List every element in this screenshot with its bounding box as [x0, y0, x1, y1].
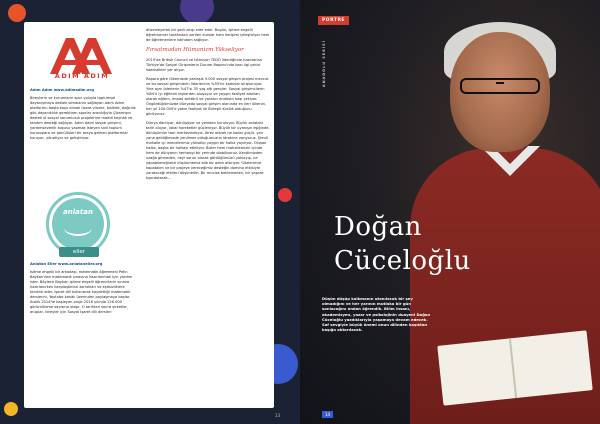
anlatan-eller-logo-text: anlatan — [63, 208, 93, 216]
body-text: Dünya dönüyor, dönüşüyor ve yeniden kuruluyor. Büyük anlatılar tarih oluyor, lokal hareketler güçleniyor. Büyük bir uyanışın eşiğinde, dönüşümün tam merkezindeyiz. İtirez olarak ne kadar güçlü, yan yana geldiğimizde yenilmez olduğumuzun idrakine varıyoruz. Şimdi mahalle içi imecelerimiz yükselip yaygın bir halka yayılıyor. Oluşan halka, başka bir halkayı etkiliyor. Bizler hem mahallemizin içinde hem de dünyanın herhangi bir yerinde olabiliyoruz. Kendimizden uzağa gitmeden, neyi sorun olarak gördüğümüzü yoklayıp, ne yapabileceğimizi düşünmemiz bile bir adım attırıyor. Gözlerimizi kapatalım ve bir projeye vereceğimiz desteğin domino etkisiyle yaratacağı etkileri düşünelim. Bir mucize beklemeden, bir yaprak kıpırdatarak... — [146, 121, 270, 180]
hand-icon — [64, 220, 92, 236]
section-subheading: Fırsatmadan Hümanizm Yükseliyor — [146, 47, 244, 53]
decor-dot — [4, 402, 18, 416]
org-heading-adim-adim: Adım Adım www.adimadim.org — [30, 88, 95, 92]
anlatan-eller-logo-sub: eller — [59, 247, 99, 257]
page-number: 14 — [322, 411, 333, 418]
body-text: Bireylerin ve kurumların spor yoluyla toplumsal dayanışmaya destek olmalarını sağlayan Adım Adım platformu başta koşu olmak üzere yüzme, bisiklet, dağcılık gibi dayanıklılık gerektiren sporlar aracılığıyla Çikarmzın destek ol sosyal sorumluluk projelerine maddi kaynak ve tanıtım desteği sağlıyor. Adım Adım sosyal girişimi, yardımseverlik koşusu yapmak isteyen sivil toplum kuruluşlara ve gönüllüleri bir araya getiren platformlar kuruyor, yönetiyor ve geliştiriyor. — [30, 96, 136, 140]
right-page — [300, 0, 600, 424]
body-text: 2019'da British Council ve İstanyon TEDÖ liderliğinde hazırlanan Türkiye'de Sosyal Girişimlerin Durum Raporu'nda bazı ilgi çekici istatistikler yer alıyor. — [146, 58, 262, 72]
org-heading-anlatan-eller: Anlatan Eller www.anlataneller.org — [30, 262, 103, 266]
section-label: PORTRE — [318, 16, 349, 25]
portrait-photo — [420, 8, 600, 424]
decor-dot — [180, 0, 214, 24]
portrait-name-first: Doğan — [334, 212, 422, 242]
decor-dot — [278, 188, 292, 202]
series-label: ANADOLU SERİSİ — [322, 40, 326, 88]
decor-dot — [8, 4, 26, 22]
content-card — [24, 22, 274, 408]
glasses-icon — [460, 78, 540, 94]
page-number: 13 — [274, 413, 280, 418]
intro-text: Düşün düşüp kalkmanın utanılacak bir şey olmadığını ve her yarının mutlaka bir gün sonlacağını ondan öğrendik. Bilim insanı, akademisyen, yazar ve psikolojinin duayeni Doğan Cüceloğlu yazdıklarıyla yaşamaya devam edecek. Saf sevgiyle büyük önemi onun dilinden kaşıktan kaşığa aktarılacak. — [322, 296, 431, 333]
body-text: İşitme engelli bir arkadaşı, matematik öğretmeni Pelin Baykan'dan matematik sınavına hazırlanmak için yardım ister. Böylece Baykan işitme engelli öğrencilerin sınava hazırlanırken karşılaştıkları zorlukları ve eşitsizliklere tanıklık eder. İşaret dili kullanarak kaydettiği matematik derslerini, Youtube kanalı üzerinden paylaşmaya başlar. Aralık 2014'te başlayan proje 2018 yılında 126.000 görüntüleme sayısına ulaşır. O tarihten sonra şirketler, aruplar, bireyler için Sosyal İşaret dili dersleri — [30, 270, 133, 314]
body-text: düzenleyerek bir gelir akışı elde eder. Bugün, işitme engelli öğretmenler tarafından verilen kurslar hem iletişimi iyileştiriyor hem de öğretmenlere istihdam sağlıyor. — [146, 28, 270, 42]
anlatan-eller-logo-icon — [46, 192, 110, 256]
adim-adim-logo-text: ADIM ADIM — [54, 72, 110, 80]
portrait-name-last: Cüceloğlu — [334, 246, 471, 276]
body-text: Rapora göre Gikemizde yaklaşık 9.000 sosyal girişim projesi mevcut ve bu sosyal girişimlerin liderlerinin %55'ini kadınlar oluşturuyor. Yine aynı liderlerin %47'si 35 yaş altı gençler. Sosyal girişimcilerin %84'ü iyi eğitimli kişilerden oluşuyor ve yaygın faaliyet alanları olarak eğitim, imalat sektörü ve yaratıcı endüstri başı çekiyor. Öngördüğümüzde dünyada sosyal girişim alanında en ileri ülkenin, her yıl 100.000'e yakın faaliyet ile Birleşik Krallık olduğunu görüyoruz. — [146, 77, 269, 116]
